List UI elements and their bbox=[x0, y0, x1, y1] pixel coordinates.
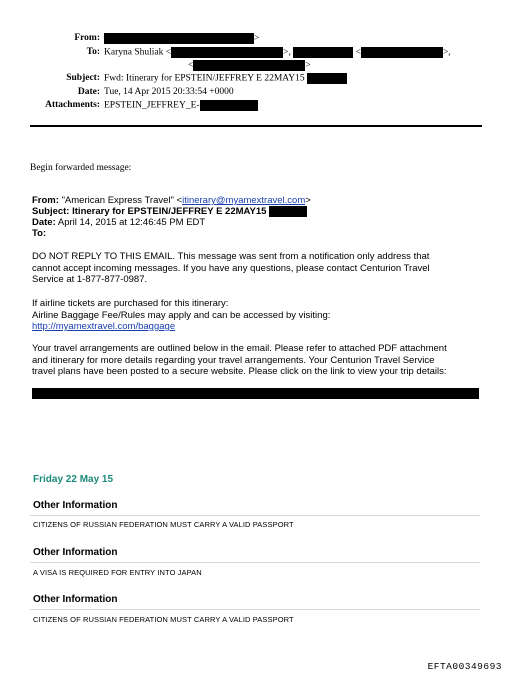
from-label: From: bbox=[74, 33, 100, 43]
fwd-from-email-link[interactable]: itinerary@myamextravel.com bbox=[182, 195, 306, 206]
attachment-link[interactable]: EPSTEIN_JEFFREY_E- bbox=[104, 100, 200, 111]
to-value: Karyna Shuliak < >, < >, bbox=[104, 47, 451, 58]
baggage-link[interactable]: http://myamextravel.com/baggage bbox=[32, 321, 176, 332]
from-value: > bbox=[104, 33, 259, 44]
attachments-label: Attachments: bbox=[45, 100, 100, 110]
to-label: To: bbox=[86, 47, 100, 57]
notice-paragraph: DO NOT REPLY TO THIS EMAIL. This message was sent from a notification only address that cannot accept incoming messages. If you have any questions, please contact Centurion Travel Service at 1-877-877-0987. bbox=[32, 251, 430, 285]
section-text: CITIZENS OF RUSSIAN FEDERATION MUST CARRY A VALID PASSPORT bbox=[33, 615, 294, 624]
redaction bbox=[193, 60, 305, 71]
section-text: CITIZENS OF RUSSIAN FEDERATION MUST CARRY A VALID PASSPORT bbox=[33, 520, 294, 529]
redacted-trip-link bbox=[32, 388, 479, 399]
baggage-paragraph: If airline tickets are purchased for this itinerary: Airline Baggage Fee/Rules may apply and can be accessed by visiting: http://myamextravel.com/baggage bbox=[32, 298, 331, 332]
fwd-subject-row: Subject: Itinerary for EPSTEIN/JEFFREY E 22MAY15 bbox=[32, 206, 307, 218]
subject-label: Subject: bbox=[66, 73, 100, 83]
redaction bbox=[200, 100, 258, 111]
section-title: Other Information bbox=[33, 594, 118, 605]
section-title: Other Information bbox=[33, 547, 118, 558]
document-id: EFTA00349693 bbox=[427, 661, 502, 672]
attachments-value bbox=[104, 100, 258, 111]
redaction bbox=[307, 73, 347, 84]
section-divider bbox=[30, 562, 480, 563]
date-label: Date: bbox=[77, 87, 100, 97]
section-title: Other Information bbox=[33, 500, 118, 511]
date-value: Tue, 14 Apr 2015 20:33:54 +0000 bbox=[104, 87, 234, 97]
section-divider bbox=[30, 609, 480, 610]
fwd-date-row: Date: April 14, 2015 at 12:46:45 PM EDT bbox=[32, 217, 206, 228]
subject-value: Fwd: Itinerary for EPSTEIN/JEFFREY E 22MAY15 bbox=[104, 73, 347, 84]
redaction bbox=[293, 47, 353, 58]
redaction bbox=[104, 33, 254, 44]
section-text: A VISA IS REQUIRED FOR ENTRY INTO JAPAN bbox=[33, 568, 202, 577]
section-divider bbox=[30, 515, 480, 516]
fwd-from-row: From: "American Express Travel" <itinerary@myamextravel.com> bbox=[32, 195, 311, 206]
arrangements-paragraph: Your travel arrangements are outlined below in the email. Please refer to attached PDF attachment and itinerary for more details regarding your travel arrangements. Your Centurion Travel Service travel plans have been posted to a secure website. Please click on the link to view your trip details: bbox=[32, 343, 447, 377]
fwd-to-row: To: bbox=[32, 228, 47, 239]
redaction bbox=[361, 47, 443, 58]
itinerary-day: Friday 22 May 15 bbox=[33, 474, 114, 485]
redaction bbox=[171, 47, 283, 58]
header-divider bbox=[30, 125, 482, 127]
redaction bbox=[269, 206, 307, 217]
begin-forwarded-label: Begin forwarded message: bbox=[30, 163, 132, 173]
